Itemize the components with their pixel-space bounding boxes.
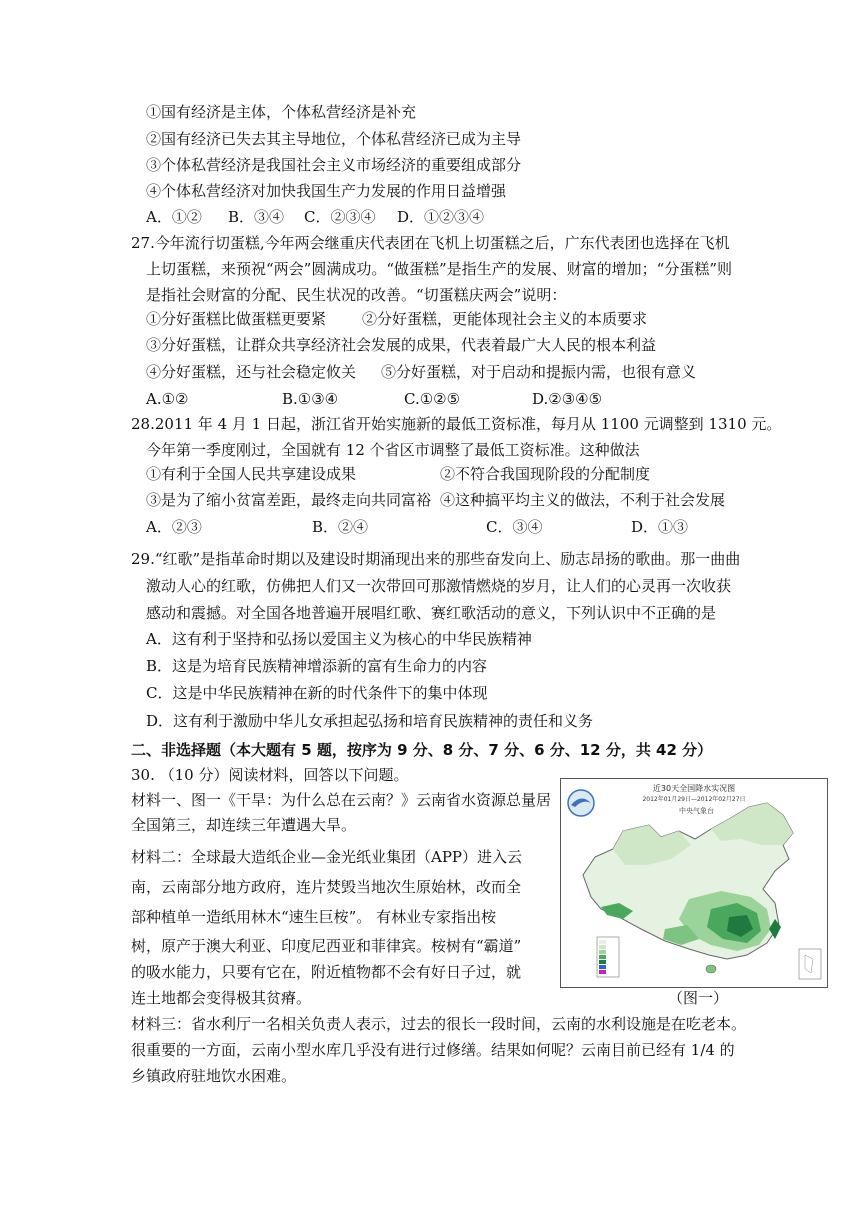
q27-answer-d: D.②③④⑤ [532,390,603,408]
material2-line-5: 的吸水能力，只要有它在，附近植物都不会有好日子过，就 [131,963,522,981]
material1-line-1: 材料一、图一《干旱：为什么总在云南？》云南省水资源总量居 [131,791,552,809]
q29-stem-line-1: 29.“红歌”是指革命时期以及建设时期涌现出来的那些奋发向上、励志昂扬的歌曲。那一曲曲 [131,550,741,568]
q29-option-c: C．这是中华民族精神在新的时代条件下的集中体现 [146,684,488,702]
figure-caption: （图一） [668,989,729,1007]
q27-stem-line-2: 上切蛋糕，来预祝“两会”圆满成功。“做蛋糕”是指生产的发展、财富的增加；“分蛋糕”则 [146,260,733,278]
material2-line-1: 材料二：全球最大造纸企业—金光纸业集团（APP）进入云 [131,848,523,866]
map-legend [597,937,619,977]
q26-answer-b: B．③④ [228,208,285,226]
q26-option-3: ③个体私营经济是我国社会主义市场经济的重要组成部分 [146,156,522,174]
q26-answer-a: A．①② [146,208,202,226]
material2-line-2: 南，云南部分地方政府，连片焚毁当地次生原始林，改而全 [131,878,522,896]
china-map-graphic [561,779,827,987]
q26-answer-c: C．②③④ [304,208,376,226]
q28-answer-d: D．①③ [631,518,689,536]
q28-answer-c: C．③④ [486,518,543,536]
material2-line-3: 部种植单一造纸用林木“速生巨桉”。 有林业专家指出桉 [131,908,497,926]
material3-line-2: 很重要的一方面，云南小型水库几乎没有进行过修缮。结果如何呢？云南目前已经有 1/4 的 [131,1041,735,1059]
q27-answer-b: B.①③④ [282,390,339,408]
section2-heading: 二、非选择题（本大题有 5 题，按序为 9 分、8 分、7 分、6 分、12 分，共 42 分） [131,741,713,759]
q27-answer-a: A.①② [146,390,189,408]
q26-answer-d: D．①②③④ [397,208,485,226]
q27-stem-line-1: 27.今年流行切蛋糕,今年两会继重庆代表团在飞机上切蛋糕之后，广东代表团也选择在飞机 [131,234,730,252]
q28-option-2: ②不符合我国现阶段的分配制度 [440,465,651,483]
q27-option-5: ⑤分好蛋糕，对于启动和提振内需，也很有意义 [381,363,697,381]
q27-option-1: ①分好蛋糕比做蛋糕更要紧 [146,310,327,328]
q28-stem-line-2: 今年第一季度刚过，全国就有 12 个省区市调整了最低工资标准。这种做法 [146,441,640,459]
material2-line-6: 连土地都会变得极其贫瘠。 [131,989,312,1007]
material2-line-4: 树，原产于澳大利亚、印度尼西亚和菲律宾。桉树有“霸道” [131,937,522,955]
q28-option-4: ④这种搞平均主义的做法，不利于社会发展 [440,491,726,509]
q28-option-1: ①有利于全国人民共享建设成果 [146,465,357,483]
material3-line-1: 材料三：省水利厅一名相关负责人表示，过去的很长一段时间，云南的水利设施是在吃老本。 [131,1015,747,1033]
q27-option-4: ④分好蛋糕，还与社会稳定攸关 [146,363,357,381]
q29-stem-line-3: 感动和震撼。对全国各地普遍开展唱红歌、赛红歌活动的意义，下列认识中不正确的是 [146,604,717,622]
map-agency: 中央气象台 [679,807,714,815]
q27-option-2: ②分好蛋糕，更能体现社会主义的本质要求 [362,310,648,328]
q26-option-4: ④个体私营经济对加快我国生产力发展的作用日益增强 [146,182,507,200]
q30-intro: 30. （10 分）阅读材料，回答以下问题。 [131,766,409,784]
material1-line-2: 全国第三，却连续三年遭遇大旱。 [131,816,357,834]
q26-option-1: ①国有经济是主体，个体私营经济是补充 [146,103,417,121]
q27-stem-line-3: 是指社会财富的分配、民生状况的改善。“切蛋糕庆两会”说明： [146,286,567,304]
q29-option-d: D．这有利于激励中华儿女承担起弘扬和培育民族精神的责任和义务 [146,712,594,730]
q29-stem-line-2: 激动人心的红歌，仿佛把人们又一次带回可那激情燃烧的岁月，让人们的心灵再一次收获 [146,577,732,595]
q28-answer-a: A．②③ [146,518,202,536]
q27-answer-c: C.①②⑤ [404,390,461,408]
q26-option-2: ②国有经济已失去其主导地位，个体私营经济已成为主导 [146,130,522,148]
material3-line-3: 乡镇政府驻地饮水困难。 [131,1067,297,1085]
map-title: 近30天全国降水实况图 [652,784,736,793]
q29-option-a: A．这有利于坚持和弘扬以爱国主义为核心的中华民族精神 [146,630,532,648]
q29-option-b: B．这是为培育民族精神增添新的富有生命力的内容 [146,657,488,675]
precipitation-map-figure [560,778,828,988]
q28-answer-b: B．②④ [312,518,369,536]
q28-option-3: ③是为了缩小贫富差距，最终走向共同富裕 [146,491,432,509]
q28-stem-line-1: 28.2011 年 4 月 1 日起，浙江省开始实施新的最低工资标准，每月从 1100 元调整到 1310 元。 [131,415,782,433]
map-subtitle: 2012年01月29日—2012年02月27日 [642,796,746,803]
cma-logo-icon [568,790,594,816]
q27-option-3: ③分好蛋糕，让群众共享经济社会发展的成果，代表着最广大人民的根本利益 [146,336,657,354]
